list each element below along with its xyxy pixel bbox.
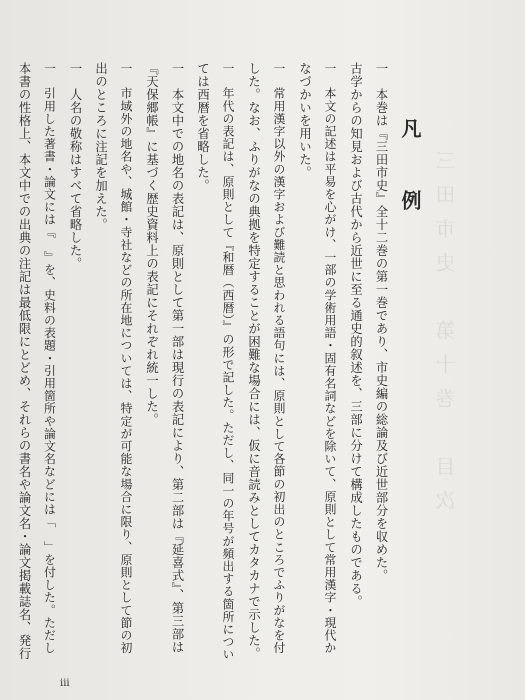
text-line-8: ては西暦を省略した。 bbox=[195, 62, 210, 192]
text-line-6: した。なお、ふりがなの典拠を特定することが困難な場合には、仮に音読みとしてカタカナで示した。 bbox=[246, 62, 261, 660]
show-through-heading: 三田市史 第十巻 目次 bbox=[435, 150, 459, 524]
text-line-12: 出のところに注記を加えた。 bbox=[93, 62, 108, 231]
text-line-13: 一 人名の敬称はすべて省略した。 bbox=[68, 62, 82, 270]
page-number: iii bbox=[60, 678, 70, 689]
text-line-10: 『天保郷帳』に基づく歴史資料上の表記にそれぞれ統一した。 bbox=[144, 62, 159, 426]
text-line-5: 一 常用漢字以外の漢字および難読と思われる語句には、原則として各節の初出のところでふりがなを付 bbox=[272, 62, 286, 655]
text-line-15: 本書の性格上、本文中での出典の注記は最低限にとどめ、それらの書名や論文名・論文掲載誌名、発行 bbox=[17, 62, 31, 660]
text-line-9: 一 本文中での地名の表記は、原則として第一部は現行の表記により、第二部は『延喜式』、第三部は bbox=[170, 62, 184, 654]
text-line-7: 一 年代の表記は、原則として『和暦（西暦）』の形で記した。ただし、同一の年号が頻出する箇所につい bbox=[221, 62, 235, 661]
page-title: 凡 例 bbox=[398, 118, 422, 226]
preface-body bbox=[11, 62, 394, 662]
text-line-2: 古学からの知見および古代から近世に至る通史的叙述を、三部に分けて構成したものである。 bbox=[348, 62, 363, 608]
text-line-1: 一 本巻は『三田市史』全十二巻の第一巻であり、市史編の総論及び近世部分を収めた。 bbox=[374, 62, 388, 582]
text-line-11: 一 市域外の地名や、城館・寺社などの所在地については、特定が可能な場合に限り、原則として節の初 bbox=[119, 62, 133, 655]
text-line-4: なづかいを用いた。 bbox=[297, 62, 312, 179]
text-line-3: 一 本文の記述は平易を心がけ、一部の学術用語・固有名詞などを除いて、原則として常用漢字・現代か bbox=[323, 62, 337, 655]
text-line-14: 一 引用した著書・論文には『 』を、史料の表題・引用箇所や論文名などには「 」を付した。ただし bbox=[42, 62, 57, 655]
